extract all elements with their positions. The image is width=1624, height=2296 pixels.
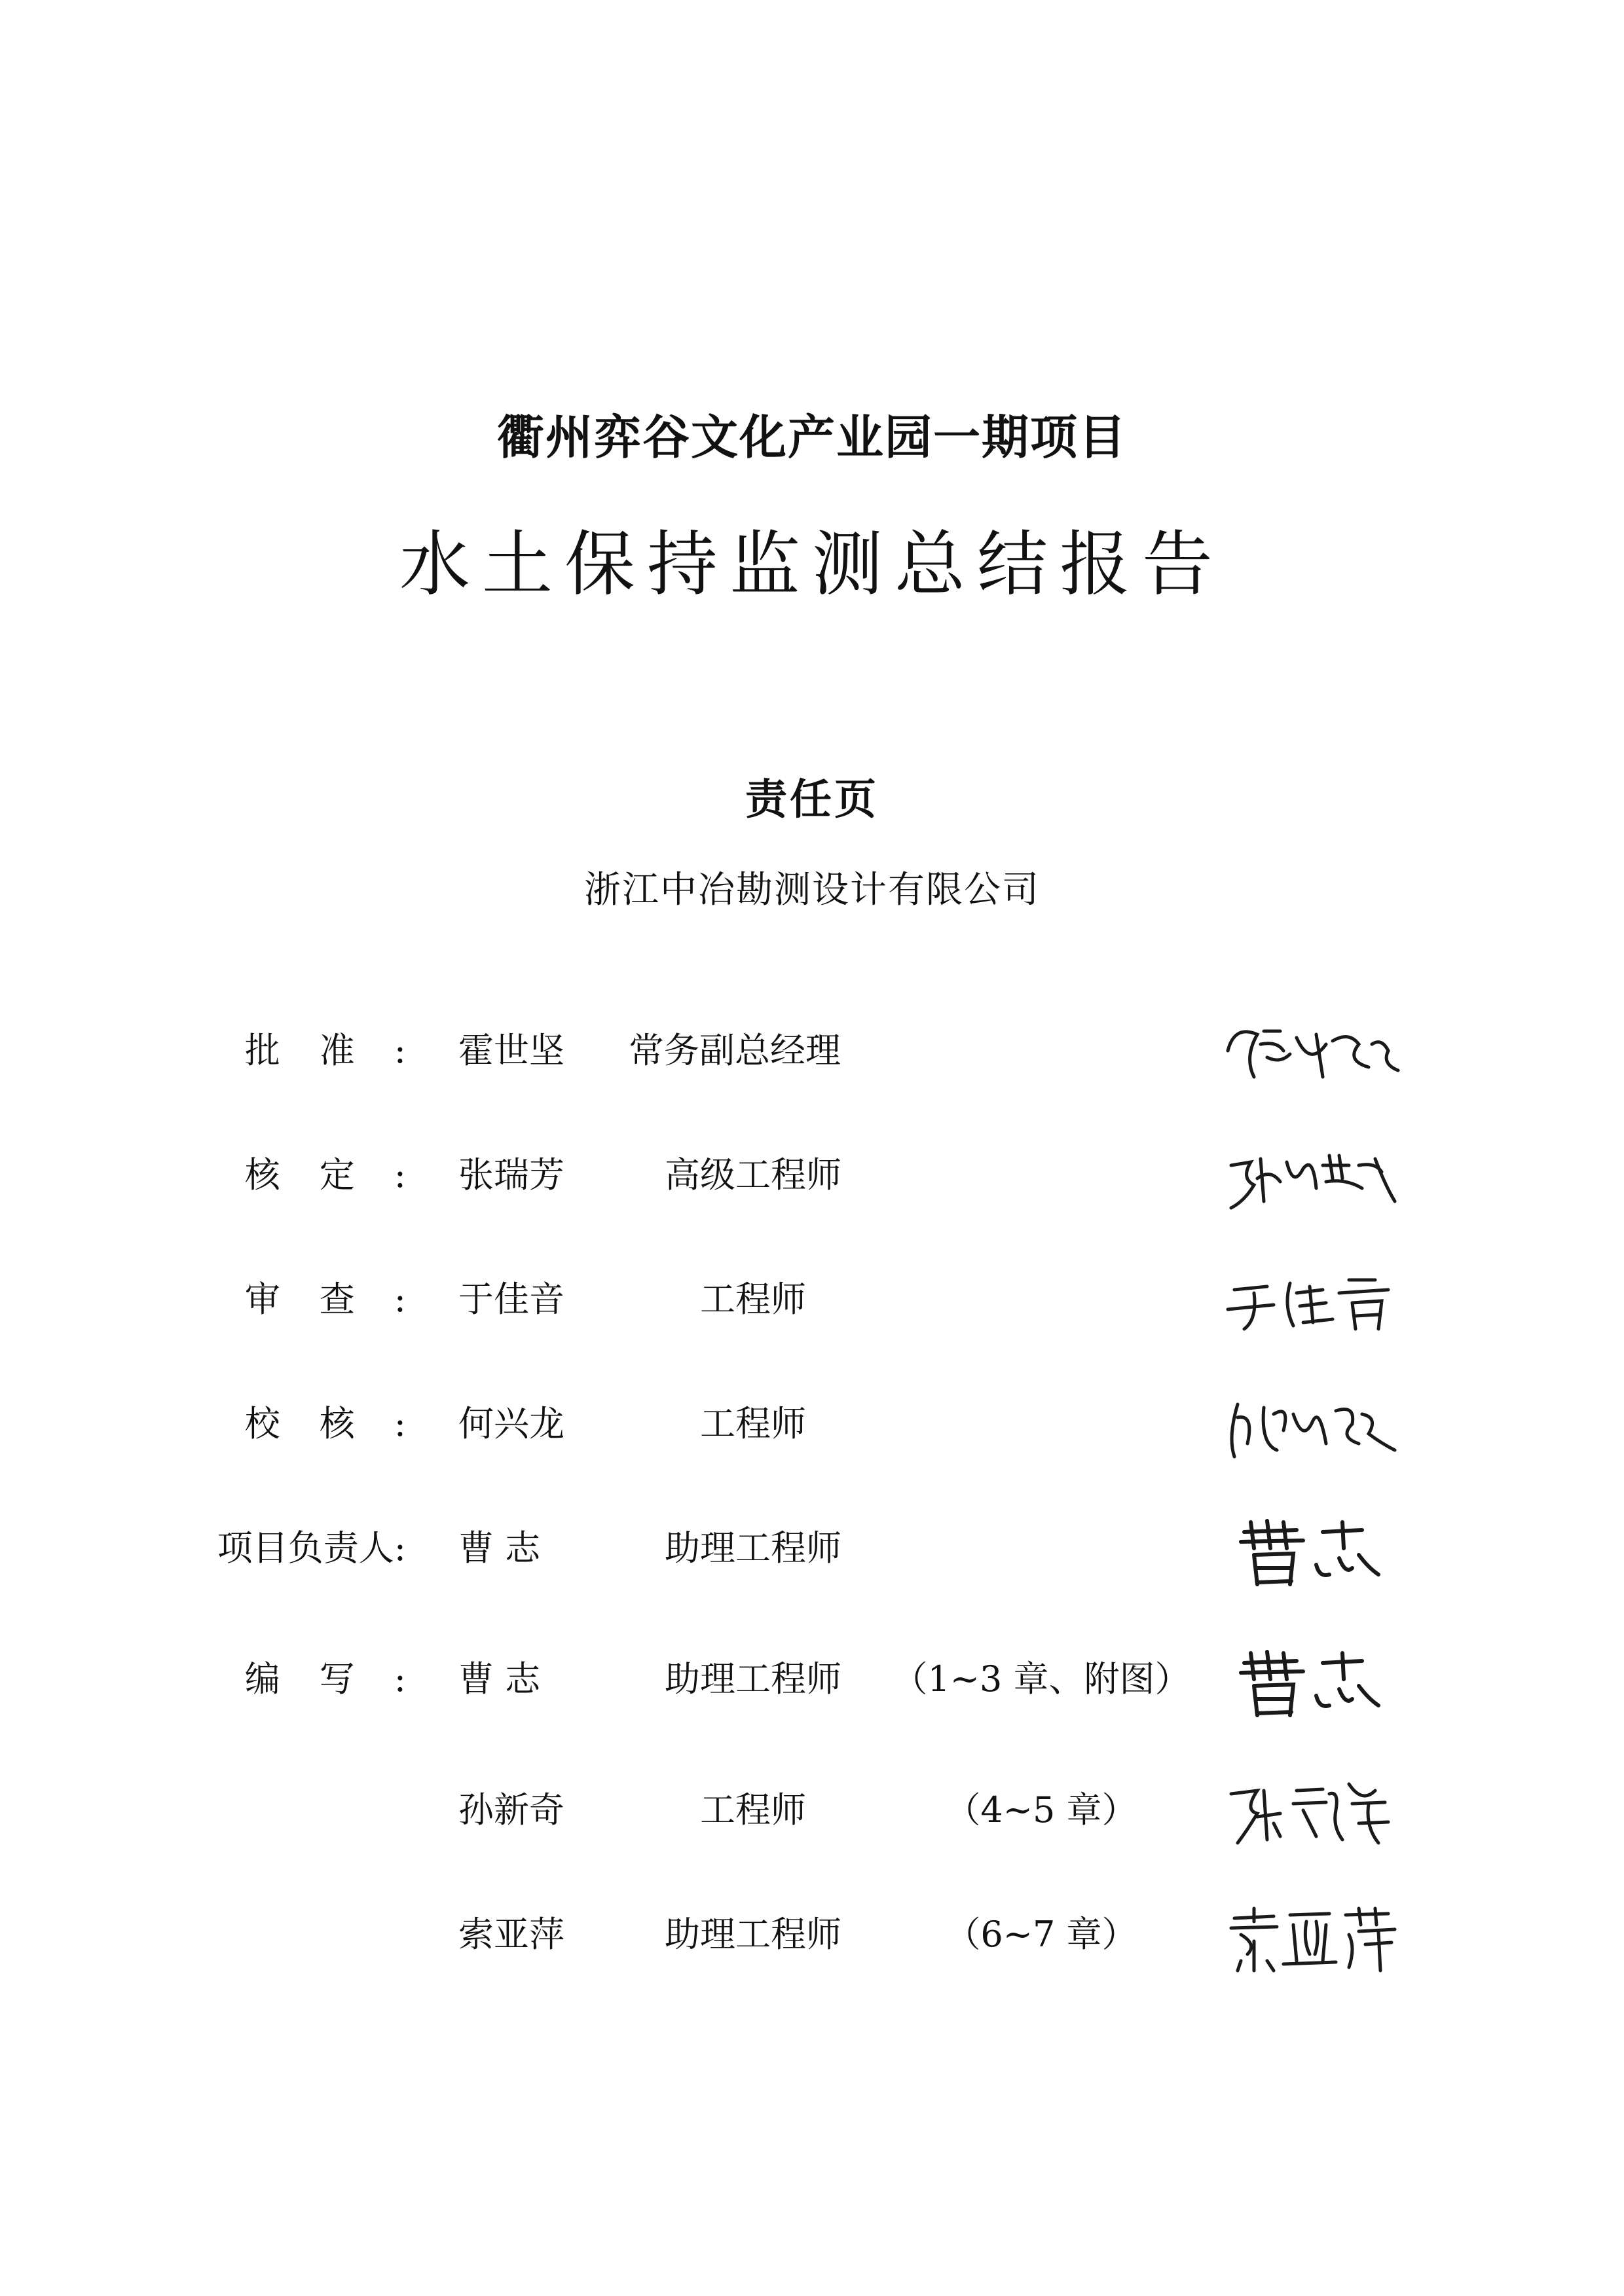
role-label: 审查: [244, 1279, 406, 1320]
responsibility-row-project-lead [0, 1509, 1624, 1588]
person-position: 助理工程师 [665, 1658, 841, 1700]
signature-scribble [1218, 1129, 1428, 1221]
person-name: 曹 志 [458, 1527, 541, 1569]
signature-scribble [1218, 1378, 1428, 1470]
person-name: 张瑞芳 [458, 1154, 564, 1195]
person-position: 工程师 [700, 1403, 806, 1444]
signature-image [1218, 1011, 1428, 1090]
person-position: 工程师 [700, 1279, 806, 1320]
role-label: 批准: [244, 1030, 406, 1071]
signature-image [1218, 1385, 1428, 1463]
person-position: 高级工程师 [665, 1154, 841, 1195]
responsibility-row-author-2 [0, 1771, 1624, 1850]
responsibility-row-check [0, 1385, 1624, 1463]
signature-image [1218, 1640, 1428, 1719]
responsibility-row-author-3 [0, 1895, 1624, 1974]
signature-scribble [1218, 1764, 1428, 1856]
role-label: 校核: [244, 1403, 406, 1444]
report-title: 水土保持监测总结报告 [399, 524, 1225, 606]
person-position: 常务副总经理 [629, 1030, 841, 1071]
chapters-note: （4~5 章） [945, 1789, 1137, 1831]
chapters-note: （6~7 章） [945, 1914, 1137, 1955]
person-name: 于佳音 [458, 1279, 564, 1320]
signature-image [1218, 1260, 1428, 1339]
signature-scribble [1218, 1254, 1428, 1345]
responsibility-row-review [0, 1260, 1624, 1339]
person-position: 助理工程师 [665, 1914, 841, 1955]
person-name: 霍世坚 [458, 1030, 564, 1071]
person-name: 何兴龙 [458, 1403, 564, 1444]
role-label: 核定: [244, 1154, 406, 1195]
signature-image [1218, 1771, 1428, 1850]
role-label: 项目负责人: [217, 1527, 406, 1569]
person-name: 曹 志 [458, 1658, 541, 1700]
role-label: 编写: [244, 1658, 406, 1700]
responsibility-row-verify [0, 1136, 1624, 1214]
project-name: 衢州弈谷文化产业园一期项目 [496, 410, 1127, 465]
signature-scribble [1218, 1503, 1428, 1594]
signature-scribble [1218, 1633, 1428, 1725]
signature-scribble [1218, 1005, 1428, 1097]
responsibility-row-author [0, 1640, 1624, 1719]
company-name: 浙江中冶勘测设计有限公司 [584, 869, 1040, 911]
person-name: 孙新奇 [458, 1789, 564, 1831]
signature-image [1218, 1509, 1428, 1588]
signature-image [1218, 1136, 1428, 1214]
person-name: 索亚萍 [458, 1914, 564, 1955]
person-position: 工程师 [700, 1789, 806, 1831]
responsibility-row-approve [0, 1011, 1624, 1090]
page-heading: 责任页 [745, 776, 879, 824]
person-position: 助理工程师 [665, 1527, 841, 1569]
chapters-note: （1~3 章、附图） [892, 1658, 1190, 1700]
signature-scribble [1218, 1889, 1428, 1980]
signature-image [1218, 1895, 1428, 1974]
